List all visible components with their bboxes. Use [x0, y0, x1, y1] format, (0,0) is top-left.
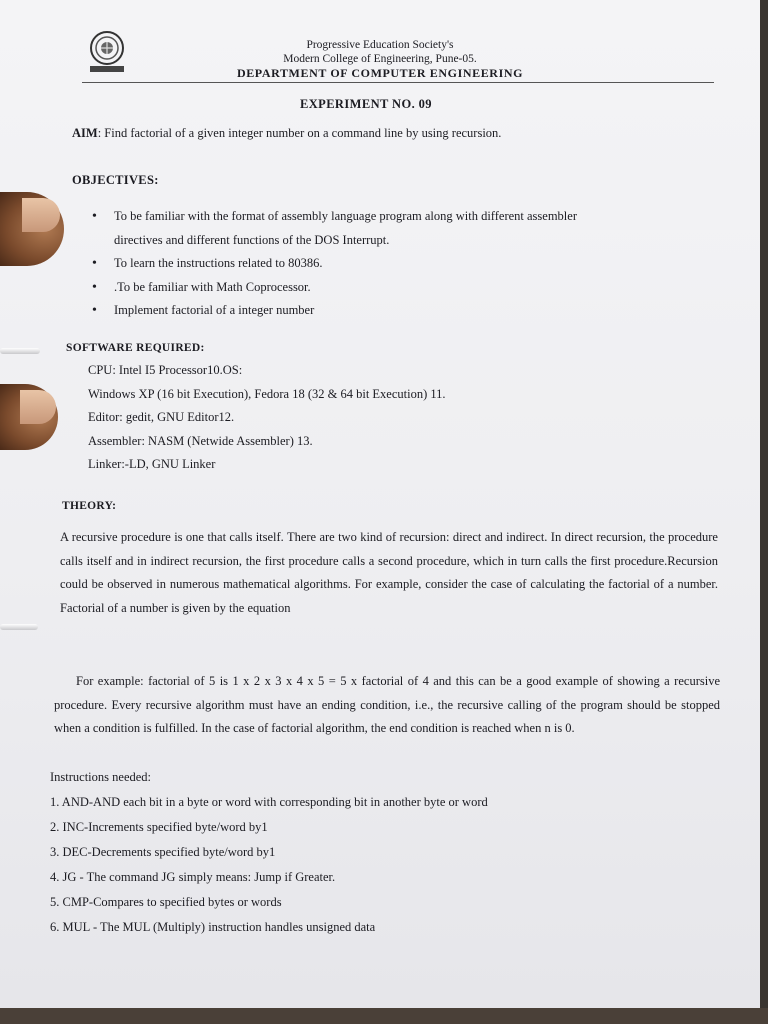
college-name: Modern College of Engineering, Pune-05.	[283, 53, 477, 65]
department-name: DEPARTMENT OF COMPUTER ENGINEERING	[236, 66, 524, 80]
instructions-list	[50, 765, 488, 940]
list-item: • .To be familiar with Math Coprocessor.	[92, 276, 692, 300]
software-line: Assembler: NASM (Netwide Assembler) 13.	[88, 433, 313, 448]
paper-clip	[0, 348, 40, 354]
society-name: Progressive Education Society's	[306, 39, 454, 51]
theory-heading: THEORY:	[62, 500, 117, 512]
software-line: Linker:-LD, GNU Linker	[88, 457, 216, 472]
college-emblem-icon	[84, 28, 130, 74]
list-item: 4. JG - The command JG simply means: Jump if Greater.	[50, 870, 336, 884]
list-item: • Implement factorial of a integer number	[92, 299, 692, 323]
software-line: Windows XP (16 bit Execution), Fedora 18 (32 & 64 bit Execution) 11.	[88, 386, 446, 401]
theory-paragraph-1: A recursive procedure is one that calls itself. There are two kind of recursion: direct and indirect. In direct recursion, the procedure calls itself and in indirect recursion, the first procedure calls a second procedure, which in turn calls the first procedure.Recursion could be observed in numerous mathematical algorithms. For example, consider the case of calculating the factorial of a number. Factorial of a number is given by the equation	[60, 530, 718, 615]
fingernail	[20, 390, 56, 424]
college-header	[200, 38, 560, 80]
background-surface	[0, 1008, 768, 1024]
list-item: • To learn the instructions related to 80386.	[92, 252, 692, 276]
experiment-title: EXPERIMENT NO. 09	[300, 97, 432, 111]
software-heading: SOFTWARE REQUIRED:	[66, 342, 205, 354]
aim-text: : Find factorial of a given integer number on a command line by using recursion.	[97, 126, 502, 140]
list-item: • To be familiar with the format of assembly language program along with different assembler directives and different functions of the DOS Interrupt.	[92, 205, 692, 252]
objectives-list	[92, 205, 692, 323]
header-divider	[82, 82, 714, 83]
software-list	[88, 359, 446, 477]
list-item: 6. MUL - The MUL (Multiply) instruction handles unsigned data	[50, 920, 376, 934]
software-line: Editor: gedit, GNU Editor12.	[88, 410, 235, 425]
list-item: 1. AND-AND each bit in a byte or word with corresponding bit in another byte or word	[50, 795, 488, 809]
list-item: 5. CMP-Compares to specified bytes or words	[50, 895, 282, 909]
list-item: 3. DEC-Decrements specified byte/word by1	[50, 845, 276, 859]
software-line: CPU: Intel I5 Processor10.OS:	[88, 363, 243, 377]
instructions-heading: Instructions needed:	[50, 770, 152, 784]
theory-paragraph-2: For example: factorial of 5 is 1 x 2 x 3 x 4 x 5 = 5 x factorial of 4 and this can be a good example of showing a recursive procedure. Every recursive algorithm must have an ending condition, i.e., the recursive calling of the program should be stopped when a condition is fulfilled. In the case of factorial algorithm, the end condition is reached when n is 0.	[54, 674, 720, 735]
aim-label: AIM	[72, 126, 98, 140]
list-item: 2. INC-Increments specified byte/word by1	[50, 820, 268, 834]
paper-clip	[0, 624, 38, 630]
objectives-heading: OBJECTIVES:	[72, 173, 159, 187]
aim-line	[72, 126, 501, 141]
fingernail	[22, 198, 60, 232]
